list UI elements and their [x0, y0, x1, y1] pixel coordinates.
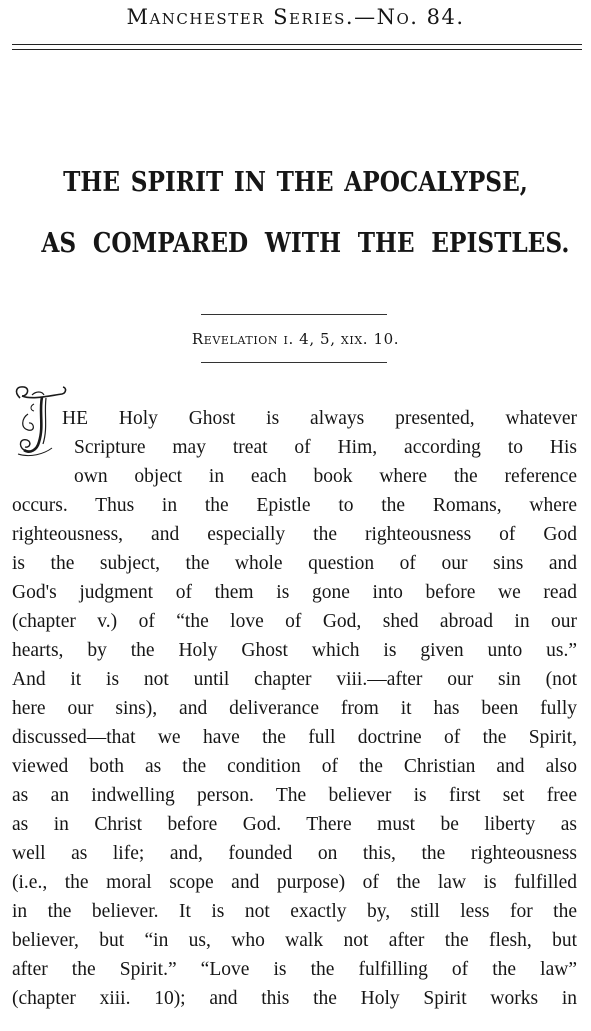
body-line-3: own object in each book where the reference	[74, 466, 577, 487]
body-line-1: HE Holy Ghost is always presented, whatever	[62, 408, 577, 429]
body-line-13: viewed both as the condition of the Christian and also	[12, 756, 577, 777]
body-line-6: is the subject, the whole question of our sins and	[12, 553, 577, 574]
title-line-2: AS COMPARED WITH THE EPISTLES.	[41, 228, 570, 259]
body-line-18: in the believer. It is not exactly by, still less for the	[12, 901, 577, 922]
header-double-rule	[12, 44, 582, 50]
body-line-14: as an indwelling person. The believer is first set free	[12, 785, 577, 806]
series-header: Manchester Series.—No. 84.	[126, 5, 465, 29]
body-line-12: discussed—that we have the full doctrine of the Spirit,	[12, 727, 577, 748]
body-line-2: Scripture may treat of Him, according to His	[74, 437, 577, 458]
body-line-7: God's judgment of them is gone into before we read	[12, 582, 577, 603]
body-line-15: as in Christ before God. There must be liberty as	[12, 814, 577, 835]
title-line-1: THE SPIRIT IN THE APOCALYPSE,	[63, 167, 528, 198]
body-line-8: (chapter v.) of “the love of God, shed abroad in our	[12, 611, 577, 632]
scripture-reference: Revelation i. 4, 5, xix. 10.	[191, 330, 400, 348]
body-line-10: And it is not until chapter viii.—after our sin (not	[12, 669, 577, 690]
body-line-17: (i.e., the moral scope and purpose) of the law is fulfilled	[12, 872, 577, 893]
reference-rule-bottom	[201, 362, 387, 363]
body-line-5: righteousness, and especially the righteousness of God	[12, 524, 577, 545]
body-line-16: well as life; and, founded on this, the righteousness	[12, 843, 577, 864]
dropcap-ornament-icon	[10, 384, 70, 460]
body-line-19: believer, but “in us, who walk not after the flesh, but	[12, 930, 577, 951]
body-line-11: here our sins), and deliverance from it has been fully	[12, 698, 577, 719]
body-line-9: hearts, by the Holy Ghost which is given unto us.”	[12, 640, 577, 661]
body-line-4: occurs. Thus in the Epistle to the Romans, where	[12, 495, 577, 516]
ornamental-dropcap	[10, 384, 70, 460]
body-line-20: after the Spirit.” “Love is the fulfilling of the law”	[12, 959, 577, 980]
body-line-21: (chapter xiii. 10); and this the Holy Spirit works in	[12, 988, 577, 1009]
reference-rule-top	[201, 314, 387, 315]
